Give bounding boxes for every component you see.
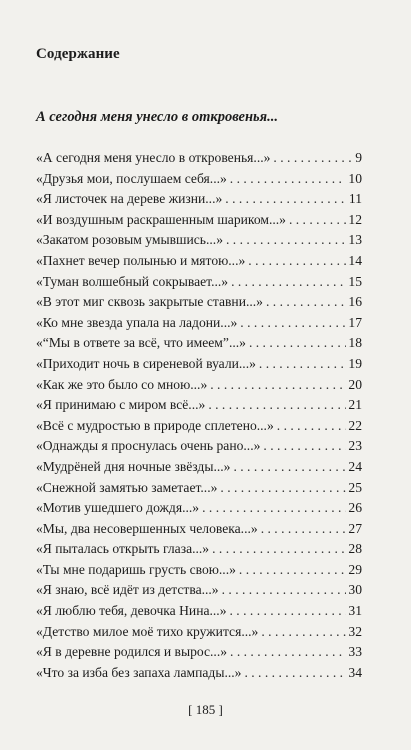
toc-entry-title: «Ко мне звезда упала на ладони...» [36, 314, 238, 330]
toc-entry-page: 34 [348, 664, 362, 680]
toc-entry [36, 642, 362, 663]
toc-entry [36, 354, 362, 375]
page-number: [ 185 ] [188, 702, 223, 717]
toc-entry-page: 28 [348, 541, 362, 557]
toc-entry-title: «Я знаю, всё идёт из детства...» [36, 582, 219, 598]
toc-entry-title: «Мотив ушедшего дождя...» [36, 500, 200, 516]
toc-leader-dots [270, 148, 353, 169]
page-heading: Содержание [36, 46, 120, 62]
toc-entry [36, 580, 362, 601]
toc-entry-title: «Друзья мои, послушаем себя...» [36, 170, 227, 186]
toc-entry [36, 292, 362, 313]
toc-entry [36, 436, 362, 457]
toc-entry [36, 478, 362, 499]
toc-entry-title: «Я в деревне родился и вырос...» [36, 644, 228, 660]
toc-entry-title: «Приходит ночь в сиреневой вуали...» [36, 355, 256, 371]
toc-leader-dots [246, 333, 346, 354]
toc-entry [36, 601, 362, 622]
toc-leader-dots [258, 622, 346, 643]
toc-entry [36, 251, 362, 272]
toc-leader-dots [258, 519, 347, 540]
toc-leader-dots [237, 313, 346, 334]
toc-entry-title: «Как же это было со мною...» [36, 376, 208, 392]
toc-leader-dots [199, 498, 346, 519]
toc-entry-title: «Всё с мудростью в природе сплетено...» [36, 417, 274, 433]
table-of-contents [36, 148, 362, 683]
toc-entry [36, 395, 362, 416]
toc-entry-page: 21 [348, 397, 362, 413]
toc-entry [36, 560, 362, 581]
section-title: А сегодня меня унесло в откровенья... [36, 109, 278, 125]
toc-leader-dots [217, 478, 346, 499]
toc-entry-page: 14 [348, 252, 362, 268]
toc-leader-dots [256, 354, 347, 375]
toc-entry-title: «Я люблю тебя, девочка Нина...» [36, 603, 227, 619]
toc-entry-title: «В этот миг сквозь закрытые ставни...» [36, 294, 263, 310]
toc-entry-page: 24 [348, 458, 362, 474]
toc-entry-title: «Пахнет вечер полынью и мятою...» [36, 252, 246, 268]
toc-entry [36, 333, 362, 354]
toc-leader-dots [219, 580, 347, 601]
toc-entry-title: «Мудрёней дня ночные звёзды...» [36, 458, 231, 474]
toc-leader-dots [227, 601, 347, 622]
toc-entry-title: «Ты мне подаришь грусть свою...» [36, 561, 236, 577]
toc-entry [36, 375, 362, 396]
toc-entry [36, 457, 362, 478]
toc-entry-page: 10 [348, 170, 362, 186]
toc-entry [36, 169, 362, 190]
toc-entry [36, 272, 362, 293]
toc-entry-page: 25 [348, 479, 362, 495]
toc-entry [36, 622, 362, 643]
toc-entry-page: 20 [348, 376, 362, 392]
toc-entry-page: 26 [348, 500, 362, 516]
toc-leader-dots [209, 539, 346, 560]
toc-leader-dots [230, 457, 346, 478]
toc-leader-dots [227, 169, 347, 190]
toc-leader-dots [227, 642, 346, 663]
toc-leader-dots [241, 663, 346, 684]
toc-entry [36, 498, 362, 519]
toc-entry-title: «А сегодня меня унесло в откровенья...» [36, 150, 271, 165]
toc-entry-title: «Я пыталась открыть глаза...» [36, 541, 210, 557]
toc-leader-dots [236, 560, 347, 581]
toc-entry-title: «И воздушным раскрашенным шариком...» [36, 211, 286, 227]
toc-entry-title: «Туман волшебный сокрывает...» [36, 273, 229, 289]
toc-entry-page: 29 [348, 561, 362, 577]
toc-leader-dots [263, 292, 346, 313]
toc-leader-dots [245, 251, 346, 272]
toc-entry-page: 15 [348, 273, 362, 289]
toc-leader-dots [274, 416, 347, 437]
toc-entry-page: 9 [355, 150, 362, 165]
toc-leader-dots [228, 272, 346, 293]
toc-entry-page: 22 [348, 417, 362, 433]
toc-entry [36, 189, 362, 210]
toc-leader-dots [260, 436, 346, 457]
toc-entry-page: 33 [348, 644, 362, 660]
toc-entry [36, 416, 362, 437]
toc-entry-page: 16 [348, 294, 362, 310]
toc-entry-title: «Закатом розовым умывшись...» [36, 232, 223, 248]
toc-entry-title: «Что за изба без запаха лампады...» [36, 664, 242, 680]
toc-leader-dots [286, 210, 346, 231]
toc-entry-title: «Снежной замятью заметает...» [36, 479, 218, 495]
toc-entry-title: «Мы, два несовершенных человека...» [36, 520, 258, 536]
toc-entry-page: 17 [348, 314, 362, 330]
toc-entry [36, 539, 362, 560]
toc-entry [36, 313, 362, 334]
toc-entry-page: 27 [348, 520, 362, 536]
toc-entry-page: 19 [348, 355, 362, 371]
toc-entry-page: 12 [348, 211, 362, 227]
toc-entry-title: «“Мы в ответе за всё, что имеем”...» [36, 335, 246, 351]
toc-entry-page: 18 [348, 335, 362, 351]
toc-leader-dots [223, 230, 346, 251]
toc-entry-page: 11 [348, 191, 362, 207]
toc-entry [36, 210, 362, 231]
toc-entry-page: 30 [348, 582, 362, 598]
toc-leader-dots [222, 189, 347, 210]
toc-leader-dots [207, 375, 346, 396]
toc-entry [36, 230, 362, 251]
toc-entry-title: «Детство милое моё тихо кружится...» [36, 623, 259, 639]
toc-entry-page: 32 [348, 623, 362, 639]
toc-entry-page: 23 [348, 438, 362, 454]
toc-entry-page: 13 [348, 232, 362, 248]
toc-entry-title: «Я листочек на дереве жизни...» [36, 191, 223, 207]
toc-entry [36, 663, 362, 684]
toc-entry-title: «Я принимаю с миром всё...» [36, 397, 206, 413]
toc-leader-dots [205, 395, 346, 416]
toc-entry [36, 519, 362, 540]
toc-entry-title: «Однажды я проснулась очень рано...» [36, 438, 261, 454]
toc-entry-page: 31 [348, 603, 362, 619]
toc-entry [36, 148, 362, 169]
